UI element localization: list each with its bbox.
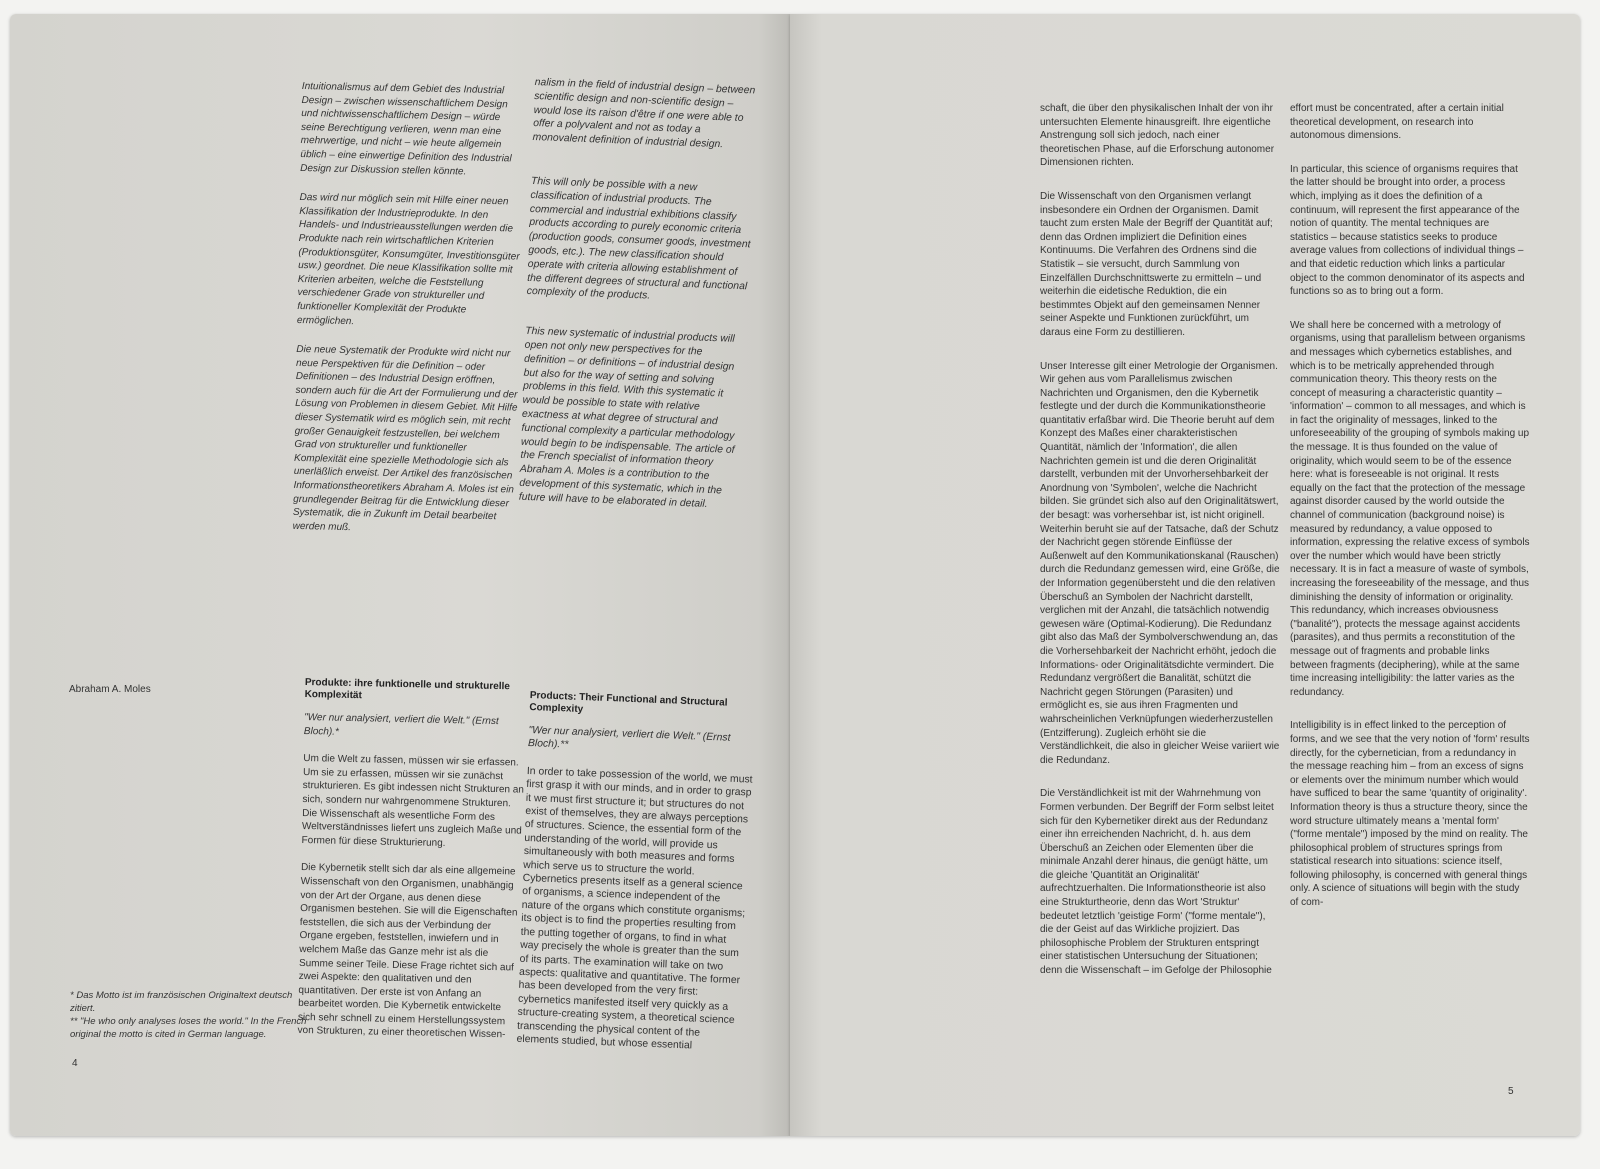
english-paragraph-4: Intelligibility is in effect linked to the perception of forms, and we see that the very notion of 'form' results directly, for the cybernetician, from a redundancy in the message reaching him – from an excess of signs or elements over the minimum number which would have sufficed to bear the same 'quantity of originality'. Information theory is thus a structure theory, since the word structure ultimately means a 'mental form' ("forme mentale") imposed by the mind on reality. The philosophical problem of structures springs from statistical research into situations: science itself, following philosophy, is concerned with general things only. A science of situations will begin with the study of com- (1290, 720, 1530, 909)
left-english-intro-column (518, 76, 757, 527)
german-intro-paragraph-1: Intuitionalismus auf dem Gebiet des Industrial Design – zwischen wissenschaftlichem Design und nichtwissenschaftlichem Design – würde seine Berechtigung verlieren, wenn man eine mehrwertige, und nicht – wie heute allgemein üblich – eine einwertige Definition des Industrial Design zur Diskussion stellen könnte. (300, 80, 512, 178)
right-german-column (1040, 102, 1280, 992)
left-page (10, 14, 790, 1136)
footnotes (70, 989, 310, 1041)
open-magazine (10, 14, 1590, 1154)
german-intro-paragraph-2: Das wird nur möglich sein mit Hilfe einer neuen Klassifikation der Industrieprodukte. In den Handels- und Industrieausstellungen werden die Produkte nach rein wirtschaftlichen Kriterien (Produktionsgüter, Konsumgüter, Investitionsgüter usw.) geordnet. Die neue Klassifikation sollte mit Kriterien arbeiten, welche die Feststellung verschiedener Grade von struktureller und funktioneller Komplexität der Produkte ermöglichen. (296, 192, 520, 327)
english-article-paragraph-1: In order to take possession of the world, we must first grasp it with our minds, and in order to grasp it we must first structure it; but structures do not exist of themselves, they are always perceptions of structures. Science, the essential form of the understanding of the world, will provide us simultaneously with both measures and forms which serve us to structure the world. (523, 765, 753, 878)
left-page-number: 4 (72, 1058, 78, 1069)
german-article-paragraph-1: Um die Welt zu fassen, müssen wir sie erfassen. Um sie zu erfassen, müssen wir sie zunächst strukturieren. Es gibt indessen nicht Strukturen an sich, sondern nur wahrgenommene Strukturen. Die Wissenschaft als wesentliche Form des Weltverständnisses liefert uns zugleich Maße und Formen für diese Strukturierung. (301, 753, 525, 849)
german-paragraph-2: Die Wissenschaft von den Organismen verlangt insbesondere ein Ordnen der Organismen. Damit taucht zum ersten Male der Begriff der Quantität auf; denn das Ordnen impliziert die Definition eines Kontinuums. Die Verfahren des Ordnens sind die Statistik – sie versucht, durch Sammlung von Einzelfällen Durchschnittswerte zu ermitteln – und weiterhin die eidetische Reduktion, die ein bestimmtes Objekt auf den gemeinsamen Nenner seiner Aspekte und Funktionen zurückführt, um daraus eine Form zu destillieren. (1040, 190, 1273, 338)
left-german-intro-column (292, 80, 527, 552)
right-english-column (1290, 102, 1530, 924)
german-paragraph-1: schaft, die über den physikalischen Inhalt der von ihr untersuchten Elemente hinausgreift. Ihre eigentliche Anstrengung soll sich jedoch, nach einer theoretischen Phase, auf die Erforschung autonomer Dimensionen richten. (1040, 103, 1275, 169)
english-intro-paragraph-2: This will only be possible with a new classification of industrial products. The commercial and industrial exhibitions classify products according to purely economic criteria (production goods, consumer goods, investment goods, etc.). The new classification should operate with criteria allowing establishment of the different degrees of structural and functional complexity of the products. (526, 175, 751, 302)
right-page-number: 5 (1508, 1086, 1514, 1097)
footnote-2: ** "He who only analyses loses the world." In the French original the motto is cited in German language. (70, 1016, 307, 1040)
english-paragraph-2: In particular, this science of organisms requires that the latter should be brought into order, a process which, implying as it does the definition of a continuum, will represent the first appearance of the notion of quantity. The mental techniques are statistics – because statistics seeks to produce average values from collections of individual things – and that eidetic reduction which links a particular object to the common denominator of its aspects and functions so as to bring out a form. (1290, 163, 1525, 298)
english-motto: "Wer nur analysiert, verliert die Welt." (Ernst Bloch).** (527, 724, 731, 751)
footnote-1: * Das Motto ist im französischen Originaltext deutsch zitiert. (70, 990, 293, 1014)
author-name: Abraham A. Moles (69, 684, 151, 695)
german-motto: "Wer nur analysiert, verliert die Welt." (Ernst Bloch).* (303, 711, 499, 738)
english-paragraph-1: effort must be concentrated, after a certain initial theoretical development, on research into autonomous dimensions. (1290, 103, 1504, 142)
german-article-paragraph-2: Die Kybernetik stellt sich dar als eine allgemeine Wissenschaft von den Organismen, unabhängig von der Art der Organe, aus denen diese Organismen bestehen. Sie will die Eigenschaften feststellen, die sich aus der Verbindung der Organe ergeben, feststellen, inwiefern und in welchem Maße das Ganze mehr ist als die Summe seiner Teile. Diese Frage richtet sich auf zwei Aspekte: den qualitativen und den quantitativen. Der erste ist von Anfang an bearbeitet worden. Die Kybernetik entwickelte sich sehr schnell zu einem Herstellungssystem von Strukturen, zu einer theoretischen Wissen- (297, 862, 518, 1041)
german-paragraph-4: Die Verständlichkeit ist mit der Wahrnehmung von Formen verbunden. Der Begriff der Form selbst leitet sich für den Kybernetiker direkt aus der Redundanz einer ihn erreichenden Nachricht, d. h. aus dem Überschuß an Zeichen oder Elementen über die minimale Anzahl derer hinaus, die genügt hätte, um die gleiche 'Quantität an Originalität' aufrechtzuerhalten. Die Informationstheorie ist also eine Strukturtheorie, denn das Wort 'Struktur' bedeutet letztlich 'geistige Form' ("forme mentale"), die der Geist auf das Wirkliche projiziert. Das philosophische Problem der Strukturen entspringt einer statistischen Untersuchung der Situationen; denn die Wissenschaft – im Gefolge der Philosophie (1040, 788, 1274, 977)
german-intro-paragraph-3: Die neue Systematik der Produkte wird nicht nur neue Perspektiven für die Definition – oder Definitionen – des Industrial Design eröffnen, sondern auch für die Art der Formulierung und der Lösung von Problemen in diesem Gebiet. Mit Hilfe dieser Systematik wird es möglich sein, mit recht großer Genauigkeit festzustellen, bei welchem Grad von struktureller und funktioneller Komplexität eine spezielle Methodologie sich als unerläßlich erweist. Der Artikel des französischen Informationstheoretikers Abraham A. Moles ist ein grundlegender Beitrag für die Entwicklung dieser Systematik, die in Zukunft im Detail bearbeitet werden muß. (292, 344, 518, 533)
left-english-article-column (516, 690, 756, 1069)
left-german-article-column (297, 677, 527, 1057)
right-page (790, 14, 1580, 1136)
english-article-heading: Products: Their Functional and Structural Complexity (529, 690, 728, 716)
english-intro-paragraph-1: nalism in the field of industrial design – between scientific design and non-scientific design – would lose its raison d'être if one were able to offer a polyvalent and not as today a monovalent definition of industrial design. (532, 76, 756, 151)
german-paragraph-3: Unser Interesse gilt einer Metrologie der Organismen. Wir gehen aus vom Parallelismus zwischen Nachrichten und Organismen, den die Kybernetik festlegte und der durch die Kommunikationstheorie quantitativ erfaßbar wird. Die Theorie beruht auf dem Konzept des Maßes einer charakteristischen Quantität, nämlich der 'Information', die allen Nachrichten gemein ist und die deren Originalität darstellt, verbunden mit der Unvorhersehbarkeit der Anordnung von 'Symbolen', welche die Nachricht bilden. Sie gründet sich also auf den Originalitätswert, der besagt: was vorhersehbar ist, ist nicht originell. Weiterhin beruht sie auf der Tatsache, daß der Schutz der Nachricht gegen störende Einflüsse der Außenwelt auf den Kommunikationskanal (Rauschen) durch die Redundanz gemessen wird, eine Größe, die der Information gegenübersteht und die den relativen Überschuß an Symbolen der Nachricht darstellt, verglichen mit der Anzahl, die tatsächlich notwendig gewesen wäre (Optimal-Kodierung). Die Redundanz gibt also das Maß der Symbolverschwendung an, das die Vorhersehbarkeit der Nachricht erhöht, jedoch die Informations- oder Originalitätsdichte vermindert. Die Redundanz vergrößert die Banalität, schützt die Nachricht gegen Störungen (Parasiten) und ermöglicht es, sie aus ihren Fragmenten und wahrscheinlichen Verknüpfungen wiederherzustellen (Entzifferung). Zugleich erhöht sie die Verständlichkeit, die also in gleicher Weise variiert wie die Redundanz. (1040, 360, 1280, 766)
german-article-heading: Produkte: ihre funktionelle und strukturelle Komplexität (304, 677, 510, 702)
english-paragraph-3: We shall here be concerned with a metrology of organisms, using that parallelism between organisms and messages which cybernetics establishes, and which is to be metrically apprehended through communication theory. This theory rests on the concept of measuring a characteristic quantity – 'information' – common to all messages, and which is in fact the originality of messages, linked to the unforeseeability of the grouping of symbols making up the message. It is thus founded on the value of originality, which would seem to be of the essence here: what is foreseeable is not original. It rests equally on the fact that the protection of the message against disorder caused by the world outside the channel of communication (background noise) is measured by redundancy, a value opposed to information, expressing the relative excess of symbols over the number which would have been strictly necessary. It is in fact a measure of waste of symbols, increasing the foreseeability of the message, and thus diminishing the density of information or originality. This redundancy, which increases obviousness ("banalité"), protects the message against accidents (parasites), and thus permits a reconstitution of the message out of fragments and probable links between fragments (deciphering), while at the same time increasing intelligibility: the latter varies as the redundancy. (1290, 319, 1530, 698)
english-intro-paragraph-3: This new systematic of industrial products will open not only new perspectives for the definition – or definitions – of industrial design but also for the way of setting and solving problems in this field. With this systematic it would be possible to state with relative exactness at what degree of structural and functional complexity a particular methodology would begin to be indispensable. The article of the French specialist of information theory Abraham A. Moles is a contribution to the development of this systematic, which in the future will have to be elaborated in detail. (518, 325, 735, 510)
english-article-paragraph-2: Cybernetics presents itself as a general science of organisms, a science independent of the nature of the organs which constitute organisms; its object is to find the properties resulting from the putting together of organs, to find in what way precisely the whole is greater than the sum of its parts. The examination will take on two aspects: qualitative and quantitative. The former has been developed from the very first: cybernetics manifested itself very quickly as a structure-creating system, a theoretical science transcending the physical content of the elements studied, but whose essential (516, 872, 746, 1052)
